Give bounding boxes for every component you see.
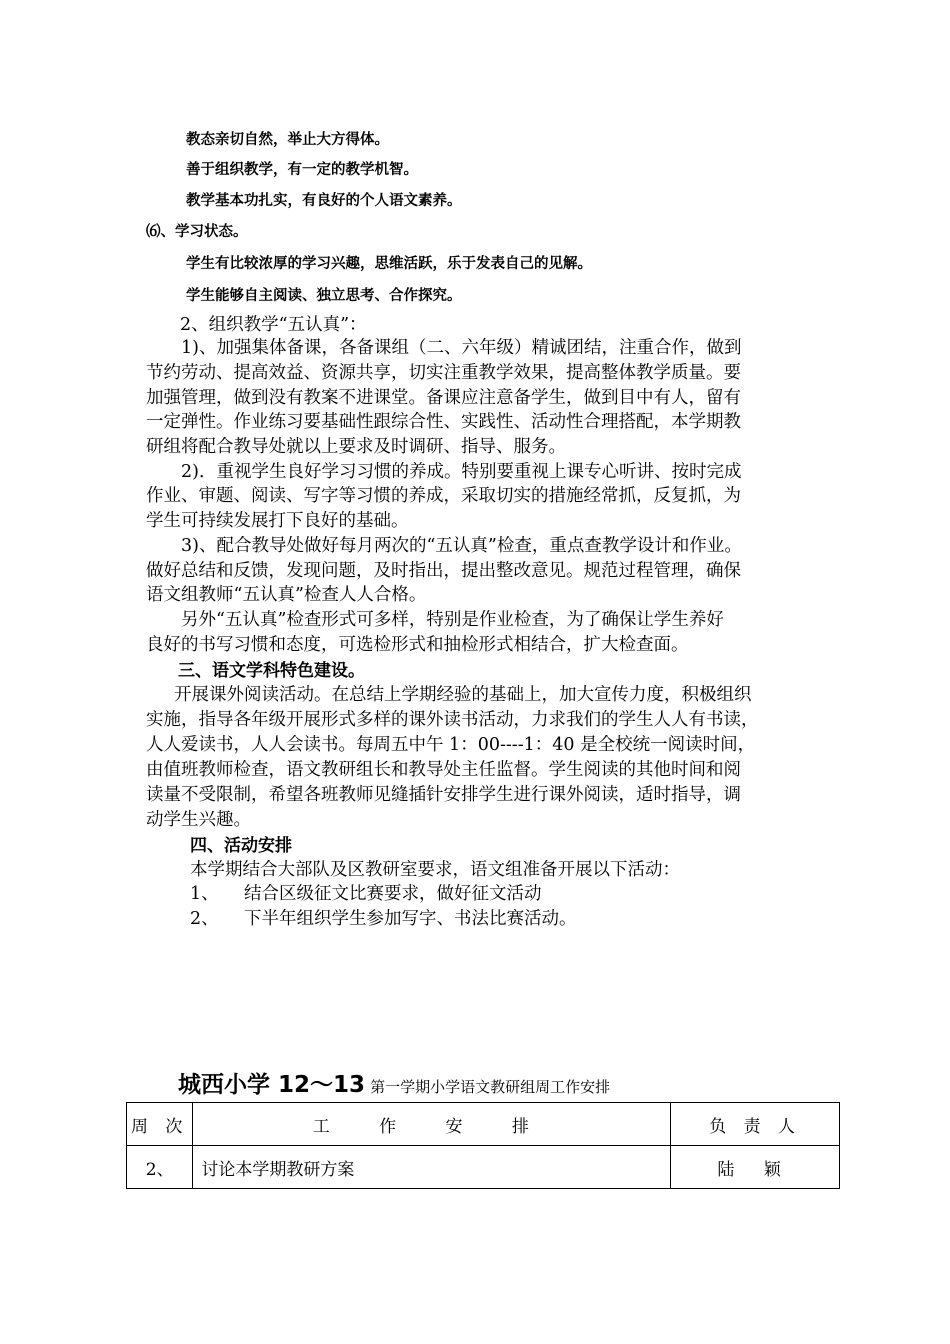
text-line: 开展课外阅读活动。在总结上学期经验的基础上，加大宣传力度，积极组织	[174, 685, 752, 705]
text-line: 教学基本功扎实，有良好的个人语文素养。	[186, 193, 462, 209]
text-line: 读量不受限制，希望各班教师见缝插针安排学生进行课外阅读，适时指导，调	[146, 785, 741, 805]
text-line: 本学期结合大部队及区教研室要求，语文组准备开展以下活动：	[190, 860, 680, 880]
text-line: 语文组教师“五认真”检查人人合格。	[146, 585, 427, 605]
schedule-title-main: 城西小学 12～13	[178, 1072, 366, 1098]
text-line: 实施，指导各年级开展形式多样的课外读书活动，力求我们的学生人人有书读，	[146, 710, 759, 730]
list-item: 结合区级征文比赛要求，做好征文活动	[244, 884, 542, 904]
cell-work: 讨论本学期教研方案	[193, 1146, 671, 1189]
text-line: 善于组织教学，有一定的教学机智。	[186, 162, 418, 178]
table-header-row	[127, 1103, 840, 1146]
text-line: 作业、审题、阅读、写字等习惯的养成，采取切实的措施经常抓，反复抓，为	[146, 486, 741, 506]
text-line: 由值班教师检查，语文教研组长和教导处主任监督。学生阅读的其他时间和阅	[146, 760, 741, 780]
text-line: ⑹、学习状态。	[146, 224, 248, 240]
section-heading: 四、活动安排	[190, 836, 292, 856]
list-number: 2、	[190, 909, 219, 929]
text-line: 学生能够自主阅读、独立思考、合作探究。	[186, 288, 462, 304]
text-line: 人人爱读书，人人会读书。每周五中午 1：00----1：40 是全校统一阅读时间，	[146, 735, 756, 755]
text-line: 加强管理，做到没有教案不进课堂。备课应注意备学生，做到目中有人，留有	[146, 388, 741, 408]
text-line: 教态亲切自然，举止大方得体。	[186, 132, 389, 148]
schedule-title	[178, 1066, 610, 1099]
header-week: 周 次	[127, 1103, 193, 1146]
text-line: 1)、加强集体备课，各备课组（二、六年级）精诚团结，注重合作，做到	[181, 338, 742, 358]
text-line: 另外“五认真”检查形式可多样，特别是作业检查，为了确保让学生养好	[181, 610, 724, 630]
cell-owner: 陆 颖	[671, 1146, 840, 1189]
header-work: 工 作 安 排	[193, 1103, 671, 1146]
text-line: 良好的书写习惯和态度，可选检形式和抽检形式相结合，扩大检查面。	[146, 635, 689, 655]
text-line: 一定弹性。作业练习要基础性跟综合性、实践性、活动性合理搭配，本学期教	[146, 412, 741, 432]
text-line: 做好总结和反馈，发现问题，及时指出，提出整改意见。规范过程管理，确保	[146, 561, 741, 581]
list-item: 下半年组织学生参加写字、书法比赛活动。	[244, 909, 577, 929]
header-owner: 负 责 人	[671, 1103, 840, 1146]
schedule-table	[126, 1102, 840, 1189]
text-line: 节约劳动、提高效益、资源共享，切实注重教学效果，提高整体教学质量。要	[146, 363, 741, 383]
text-line: 2)．重视学生良好学习习惯的养成。特别要重视上课专心听讲、按时完成	[181, 462, 742, 482]
cell-week: 2、	[127, 1146, 193, 1189]
schedule-title-sub: 第一学期小学语文教研组周工作安排	[370, 1078, 611, 1096]
text-line: 学生有比较浓厚的学习兴趣，思维活跃，乐于发表自己的见解。	[186, 256, 592, 272]
text-line: 3)、配合教导处做好每月两次的“五认真”检查，重点查教学设计和作业。	[181, 536, 742, 556]
table-row	[127, 1146, 840, 1189]
text-line: 研组将配合教导处就以上要求及时调研、指导、服务。	[146, 437, 566, 457]
list-number: 1、	[190, 884, 219, 904]
text-line: 动学生兴趣。	[146, 810, 251, 830]
text-line: 学生可持续发展打下良好的基础。	[146, 511, 409, 531]
section-heading: 三、语文学科特色建设。	[178, 661, 365, 681]
text-line: 2、组织教学“五认真”：	[180, 315, 367, 335]
